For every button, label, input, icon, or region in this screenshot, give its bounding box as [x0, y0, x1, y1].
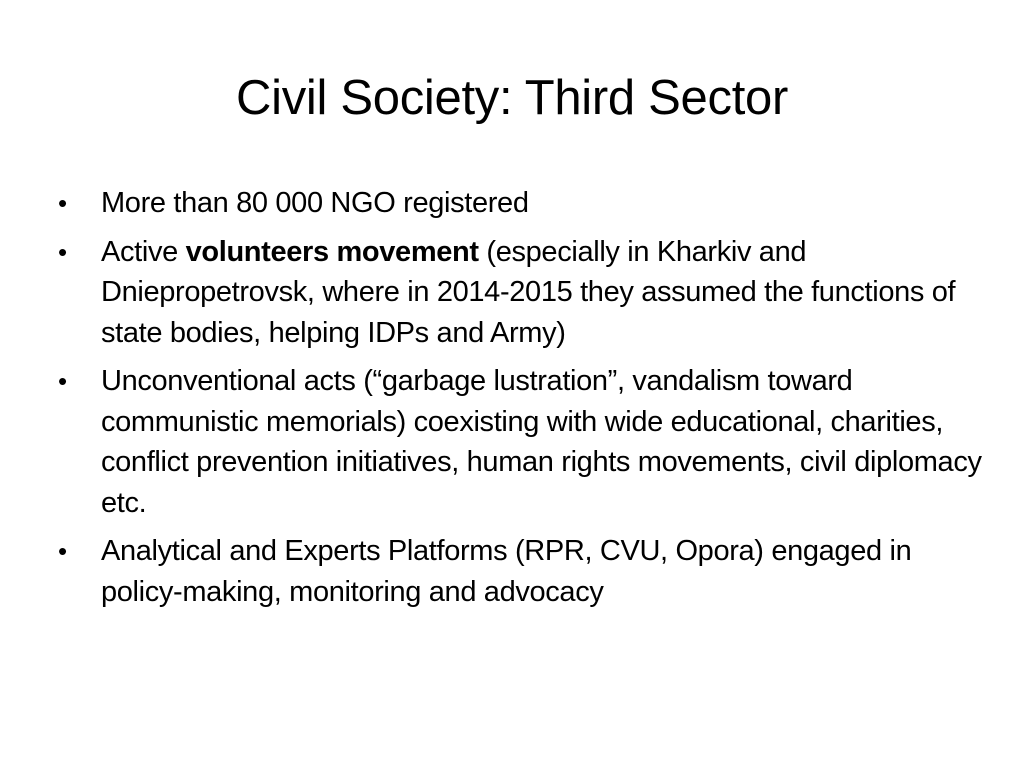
bullet-text: Analytical and Experts Platforms (RPR, CVU, Opora) engaged in policy-making, monitoring and advocacy — [101, 535, 912, 608]
bullet-list — [58, 183, 988, 620]
bullet-item-volunteers — [58, 232, 988, 354]
bullet-marker: • — [58, 188, 67, 218]
bullet-item-analytical-platforms — [58, 531, 988, 612]
bullet-text-before: Active — [101, 235, 186, 268]
bullet-text-emphasis: volunteers movement — [185, 235, 479, 268]
bullet-marker: • — [58, 366, 67, 396]
bullet-marker: • — [58, 236, 67, 267]
slide-title: Civil Society: Third Sector — [236, 71, 788, 125]
bullet-text: More than 80 000 NGO registered — [101, 187, 529, 219]
bullet-item-unconventional-acts — [58, 361, 988, 523]
bullet-text-after: (especially in Kharkiv and Dniepropetrovsk, where in 2014-2015 they assumed the functions of state bodies, helping IDPs and Army) — [101, 235, 956, 349]
bullet-text: Unconventional acts (“garbage lustration”, vandalism toward communistic memorials) coexisting with wide educational, charities, conflict prevention initiatives, human rights movements, civil diplomacy etc. — [101, 365, 982, 519]
bullet-item-ngo-count — [58, 183, 988, 224]
bullet-marker: • — [58, 536, 67, 566]
